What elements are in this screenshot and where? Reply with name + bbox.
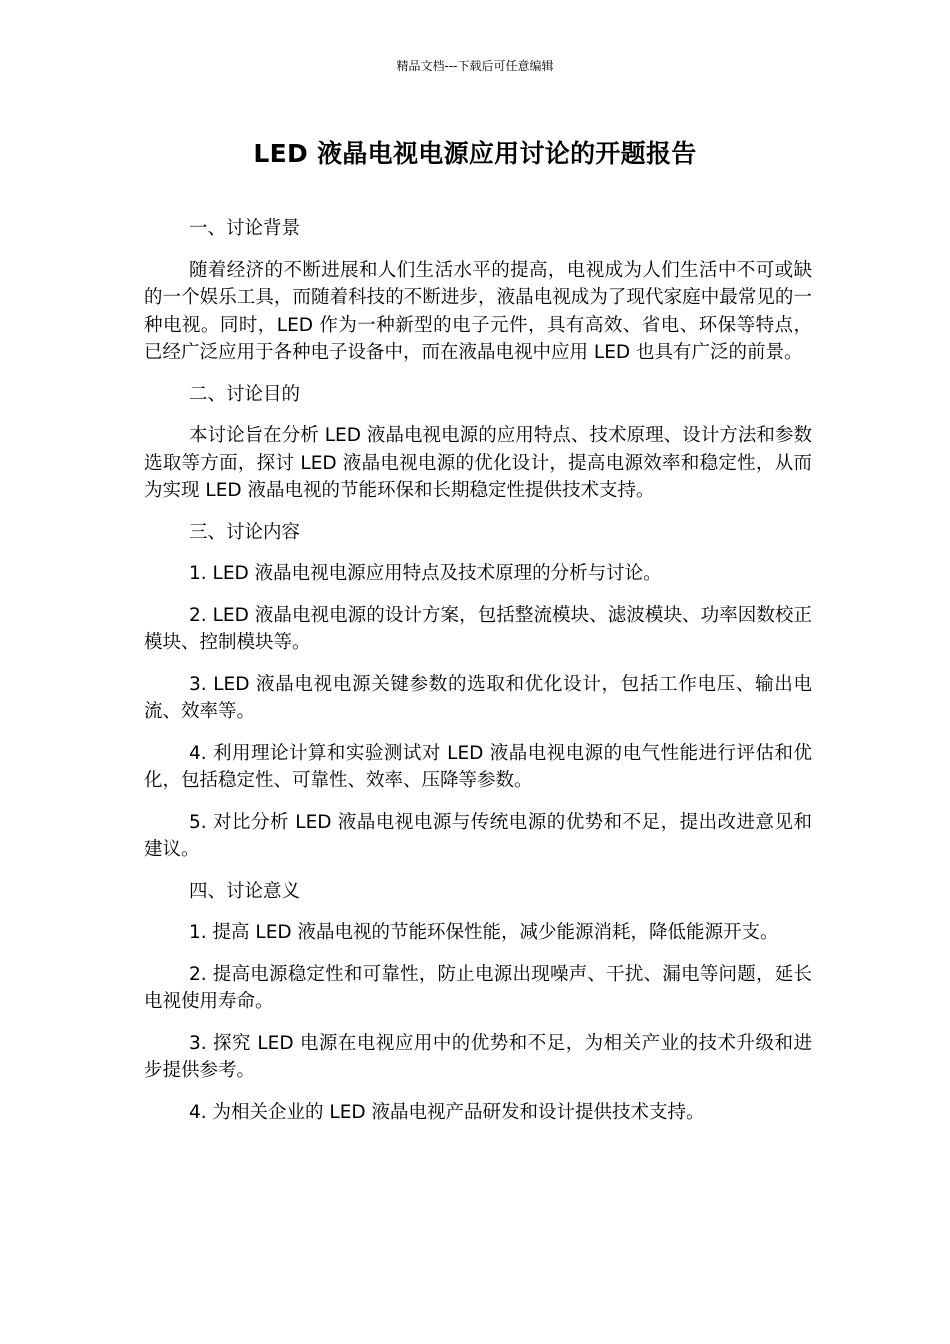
section-heading: 四、讨论意义 bbox=[189, 880, 301, 902]
section-significance bbox=[144, 878, 812, 1127]
section-purpose bbox=[144, 381, 812, 505]
list-item: 3. LED 液晶电视电源关键参数的选取和优化设计，包括工作电压、输出电流、效率等。 bbox=[144, 673, 812, 722]
section-content bbox=[144, 519, 812, 864]
list-item: 2. LED 液晶电视电源的设计方案，包括整流模块、滤波模块、功率因数校正模块、控制模块等。 bbox=[144, 604, 812, 653]
list-item: 4. 利用理论计算和实验测试对 LED 液晶电视电源的电气性能进行评估和优化，包括稳定性、可靠性、效率、压降等参数。 bbox=[144, 742, 812, 791]
section-heading: 一、讨论背景 bbox=[189, 218, 301, 239]
list-item: 4. 为相关企业的 LED 液晶电视产品研发和设计提供技术支持。 bbox=[189, 1101, 705, 1123]
list-item: 1. LED 液晶电视电源应用特点及技术原理的分析与讨论。 bbox=[189, 563, 662, 584]
header-note: 精品文档---下载后可任意编辑 bbox=[396, 59, 554, 73]
paragraph: 随着经济的不断进展和人们生活水平的提高，电视成为人们生活中不可或缺的一个娱乐工具，而随着科技的不断进步，液晶电视成为了现代家庭中最常见的一种电视。同时，LED 作为一种新型的电子元件，具有高效、省电、环保等特点，已经广泛应用于各种电子设备中，而在液晶电视中应用 LED 也具有广泛的前景。 bbox=[144, 259, 812, 363]
section-heading: 二、讨论目的 bbox=[189, 383, 301, 405]
paragraph: 本讨论旨在分析 LED 液晶电视电源的应用特点、技术原理、设计方法和参数选取等方面，探讨 LED 液晶电视电源的优化设计，提高电源效率和稳定性，从而为实现 LED 液晶电视的节能环保和长期稳定性提供技术支持。 bbox=[144, 425, 812, 501]
document-body bbox=[144, 215, 812, 1140]
list-item: 5. 对比分析 LED 液晶电视电源与传统电源的优势和不足，提出改进意见和建议。 bbox=[144, 811, 812, 860]
section-background bbox=[144, 215, 812, 367]
document-title: LED 液晶电视电源应用讨论的开题报告 bbox=[253, 139, 697, 168]
list-item: 2. 提高电源稳定性和可靠性，防止电源出现噪声、干扰、漏电等问题，延长电视使用寿命。 bbox=[144, 963, 812, 1012]
section-heading: 三、讨论内容 bbox=[189, 521, 301, 543]
list-item: 1. 提高 LED 液晶电视的节能环保性能，减少能源消耗，降低能源开支。 bbox=[189, 922, 779, 943]
list-item: 3. 探究 LED 电源在电视应用中的优势和不足，为相关产业的技术升级和进步提供参考。 bbox=[144, 1032, 812, 1081]
